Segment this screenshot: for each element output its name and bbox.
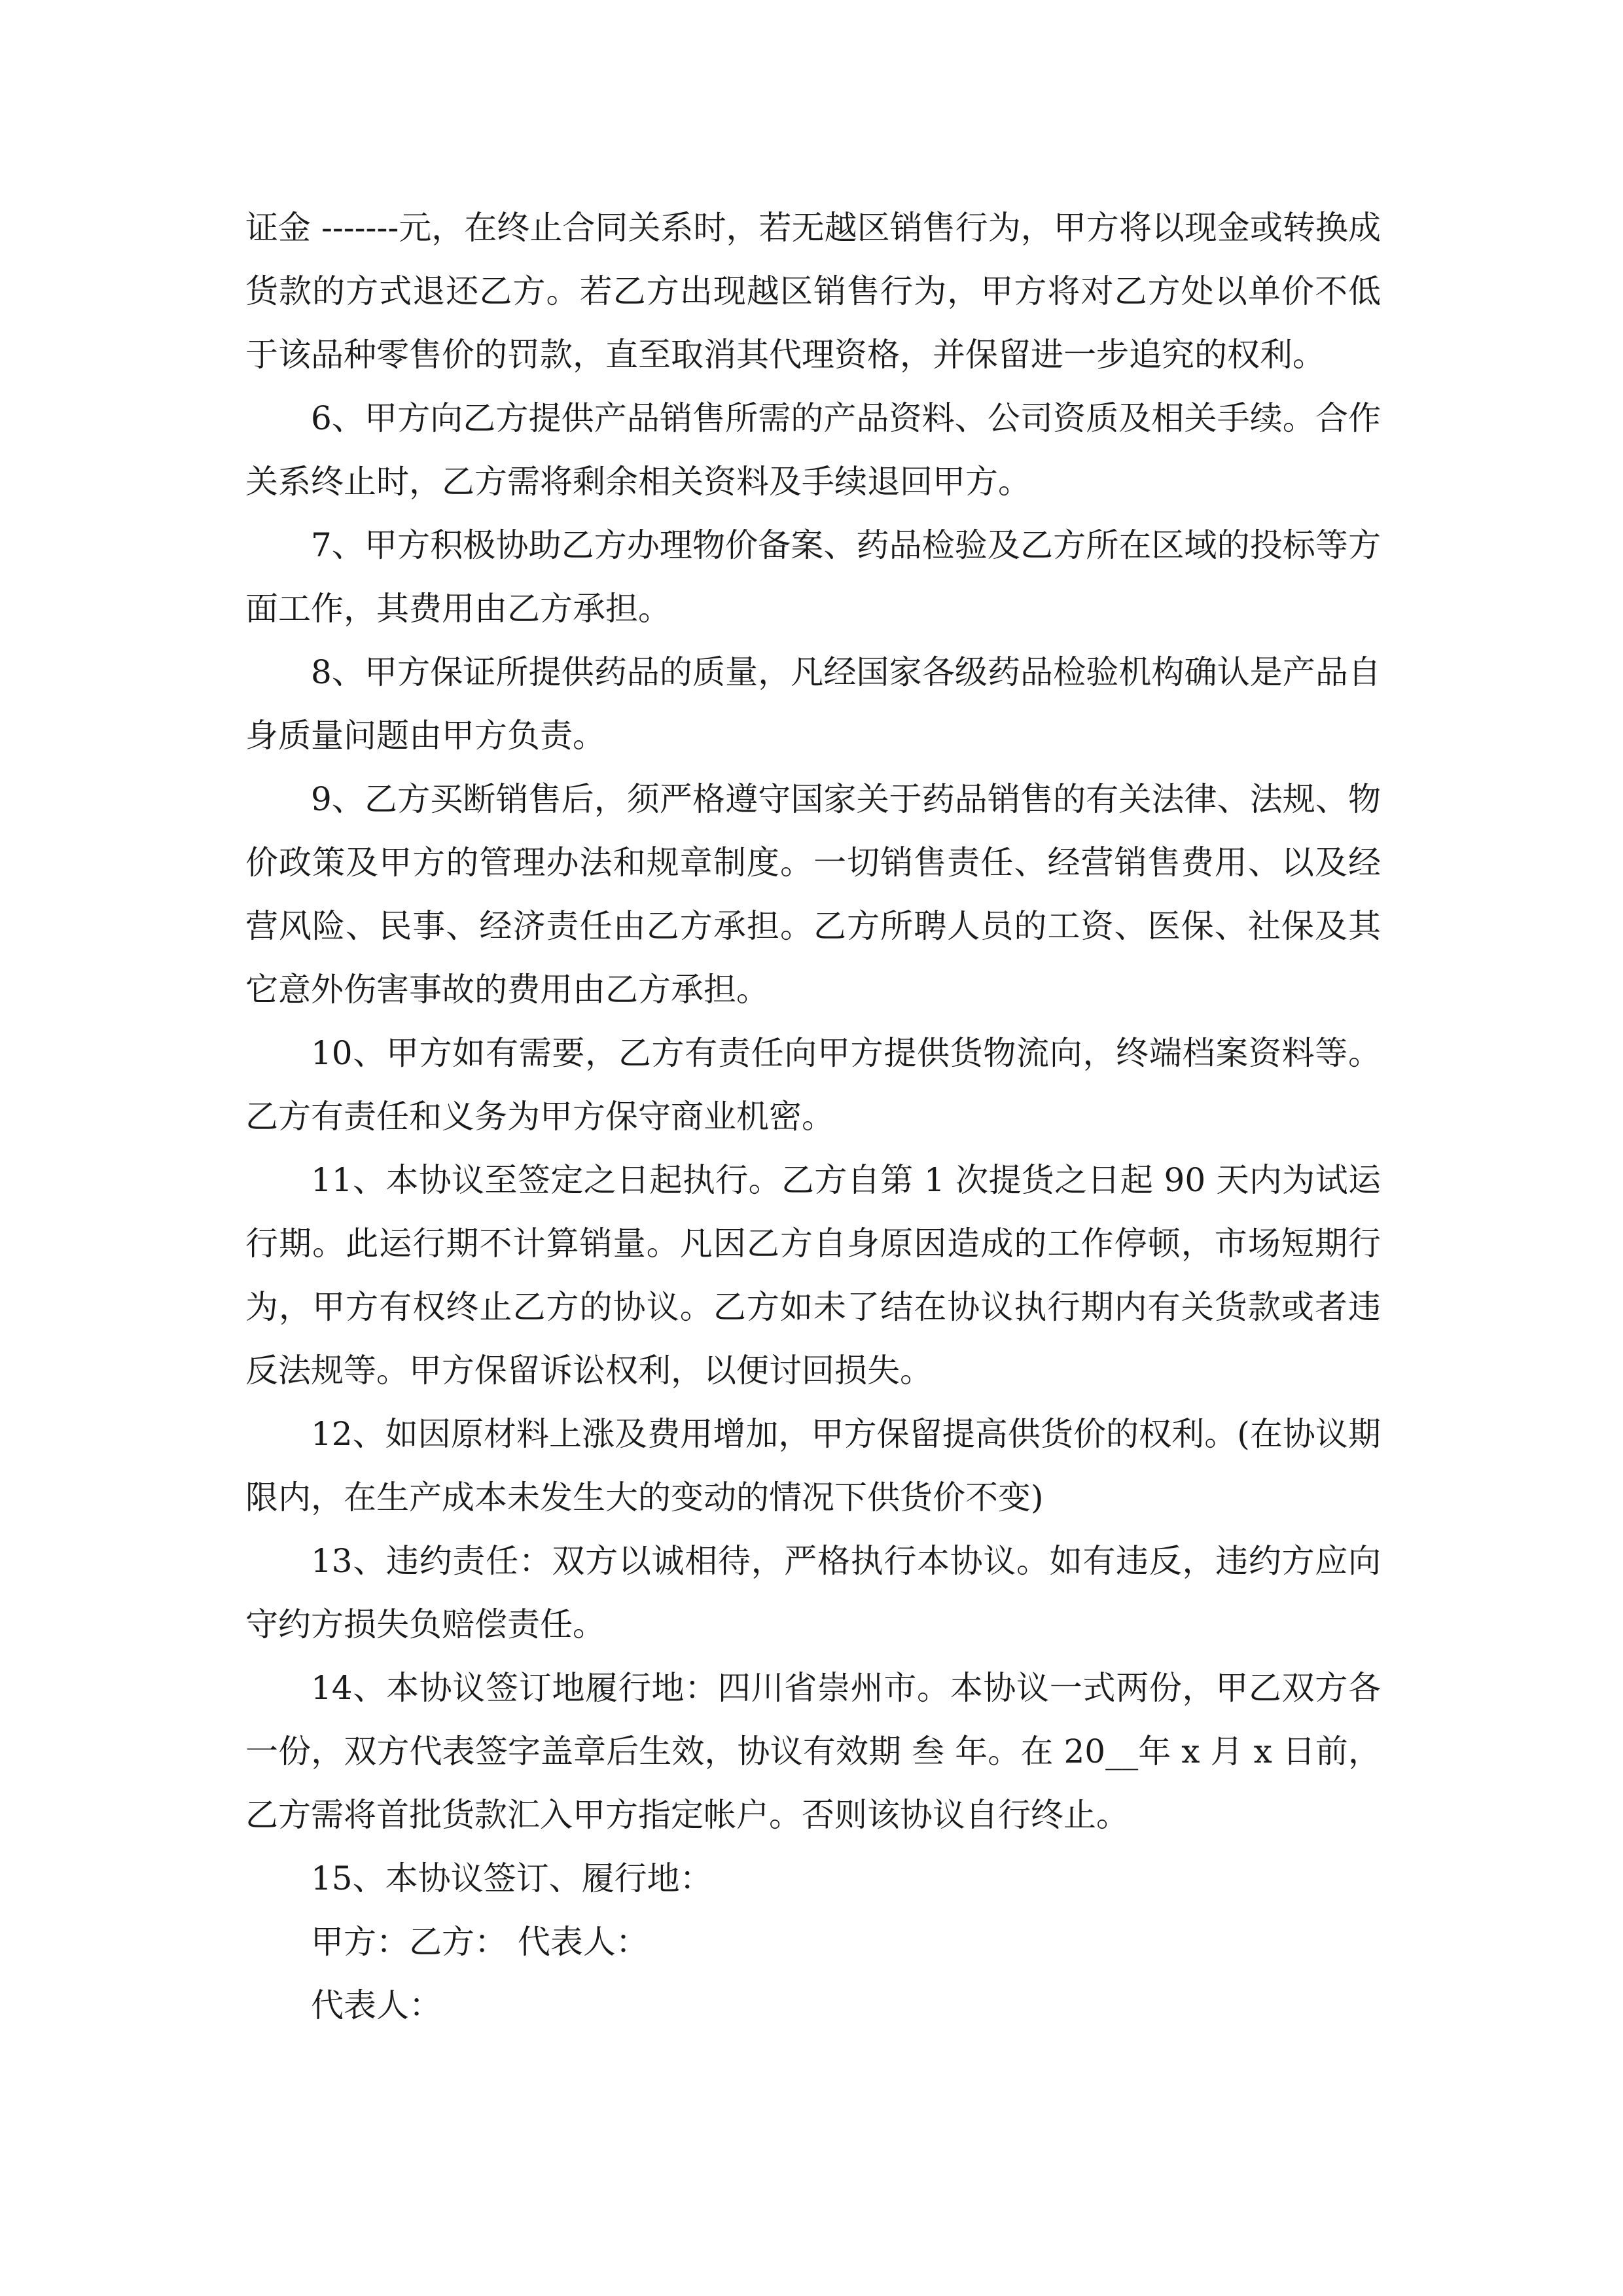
signature-parties-line: 甲方：乙方： 代表人： [311,1923,649,1961]
paragraph-clause-14: 14、本协议签订地履行地：四川省崇州市。本协议一式两份，甲乙双方各一份，双方代表签字盖章后生效，协议有效期 叁 年。在 20__年 x 月 x 日前，乙方需将首批货款汇入甲方指定帐户。否则该协议自行终止。 [245,1669,1381,1834]
paragraph-clause-11: 11、本协议至签定之日起执行。乙方自第 1 次提货之日起 90 天内为试运行期。此运行期不计算销量。凡因乙方自身原因造成的工作停顿，市场短期行为，甲方有权终止乙方的协议。乙方如未了结在协议执行期内有关货款或者违反法规等。甲方保留诉讼权利，以便讨回损失。 [245,1161,1381,1390]
paragraph-clause-15: 15、本协议签订、履行地： [311,1859,713,1897]
paragraph-clause-9: 9、乙方买断销售后，须严格遵守国家关于药品销售的有关法律、法规、物价政策及甲方的管理办法和规章制度。一切销售责任、经营销售费用、以及经营风险、民事、经济责任由乙方承担。乙方所聘人员的工资、医保、社保及其它意外伤害事故的费用由乙方承担。 [245,780,1381,1009]
paragraph-clause-12: 12、如因原材料上涨及费用增加，甲方保留提高供货价的权利。(在协议期限内，在生产成本未发生大的变动的情况下供货价不变) [245,1415,1381,1516]
paragraph-clause-13: 13、违约责任：双方以诚相待，严格执行本协议。如有违反，违约方应向守约方损失负赔偿责任。 [245,1542,1381,1643]
paragraph-clause-7: 7、甲方积极协助乙方办理物价备案、药品检验及乙方所在区域的投标等方面工作，其费用由乙方承担。 [245,526,1381,628]
signature-representative-line: 代表人： [311,1986,442,2024]
paragraph-clause-6: 6、甲方向乙方提供产品销售所需的产品资料、公司资质及相关手续。合作关系终止时，乙方需将剩余相关资料及手续退回甲方。 [245,399,1381,501]
paragraph-deposit-clause: 证金 -------元，在终止合同关系时，若无越区销售行为，甲方将以现金或转换成货款的方式退还乙方。若乙方出现越区销售行为，甲方将对乙方处以单价不低于该品种零售价的罚款，直至取消其代理资格，并保留进一步追究的权利。 [245,209,1381,374]
paragraph-clause-8: 8、甲方保证所提供药品的质量，凡经国家各级药品检验机构确认是产品自身质量问题由甲方负责。 [245,653,1381,755]
paragraph-clause-10: 10、甲方如有需要，乙方有责任向甲方提供货物流向，终端档案资料等。乙方有责任和义务为甲方保守商业机密。 [245,1034,1381,1136]
document-body [245,196,1381,2037]
